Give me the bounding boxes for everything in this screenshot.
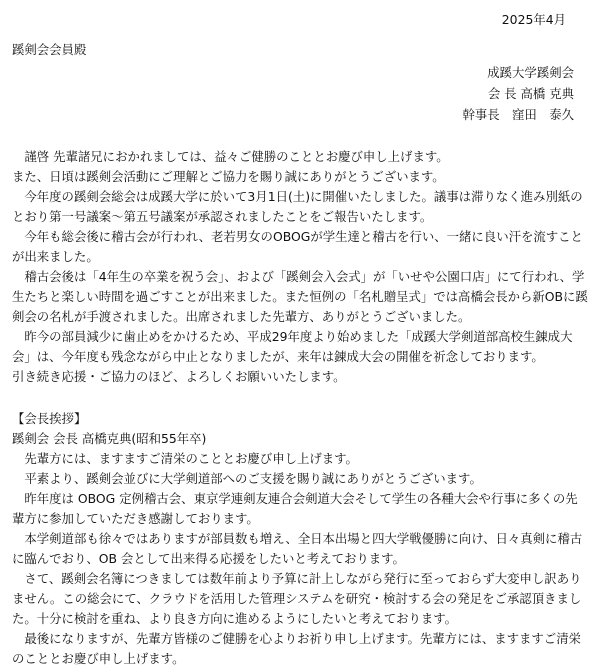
letter-paragraph: 今年度の蹊剣会総会は成蹊大学に於いて3月1日(土)に開催いたしました。議事は滞りなく進み別紙のとおり第一号議案～第五号議案が承認されましたことをご報告いたします。 [12,189,583,224]
letter-paragraph: 謹啓 先輩諸兄におかれましては、益々ご健勝のこととお慶び申し上げます。 [24,149,449,164]
letter-paragraph: 昨今の部員減少に歯止めをかけるため、平成29年度より始めました「成蹊大学剣道部高校生錬成大会」は、今年度も残念ながら中止となりましたが、来年は錬成大会の開催を祈念しております。 [12,329,573,364]
letter-paragraph: 引き続き応援・ご協力のほど、よろしくお願いいたします。 [12,369,346,384]
greeting-paragraph: さて、蹊剣会名簿につきましては数年前より予算に計上しながら発行に至っておらず大変申し訳ありません。この総会にて、クラウドを活用した管理システムを研究・検討する会の発足をご承認頂きました。十分に検討を重ね、より良き方向に進めるようにしたいと考えております。 [12,571,582,626]
sender-chair: 会 長 高橋 克典 [487,86,574,101]
sender-block [12,62,588,125]
chair-greeting-section [12,409,588,669]
letter-date: 2025年4月 [501,12,566,27]
greeting-paragraph: 昨年度は OBOG 定例稽古会、東京学連剣友連合会剣道大会そして学生の各種大会や行事に多くの先輩方に参加していただき感謝しております。 [12,491,578,526]
greeting-paragraph: 平素より、蹊剣会並びに大学剣道部へのご支援を賜り誠にありがとうございます。 [24,471,482,486]
section-gap [12,387,588,407]
letter-body [12,147,588,387]
section-heading: 【会長挨拶】 [12,411,87,426]
greeting-paragraph: 本学剣道部も徐々ではありますが部員数も増え、全日本出場と四大学戦優勝に向け、日々真剣に稽古に臨んでおり、OB 会として出来得る応援をしたいと考えております。 [12,531,583,566]
addressee: 蹊剣会会員殿 [12,42,87,57]
greeting-paragraph: 最後になりますが、先輩方皆様のご健勝を心よりお祈り申し上げます。先輩方には、ますますご清栄のこととお慶び申し上げます。 [12,631,581,666]
sender-secretary: 幹事長 窪田 泰久 [462,107,574,122]
letter-paragraph: 稽古会後は「4年生の卒業を祝う会」、および「蹊剣会入会式」が「いせや公園口店」にて行われ、学生たちと楽しい時間を過ごすことが出来ました。また恒例の「名札贈呈式」では高橋会長から新OBに蹊剣会の名札が手渡されました。出席されました先輩方、ありがとうございました。 [12,269,588,324]
greeting-paragraph: 先輩方には、ますますご清栄のこととお慶び申し上げます。 [24,451,358,466]
letter-paragraph: 今年も総会後に稽古会が行われ、老若男女のOBOGが学生達と稽古を行い、一緒に良い汗を流すことが出来ました。 [12,229,583,264]
greeting-byline: 蹊剣会 会長 高橋克典(昭和55年卒) [12,431,207,446]
letter-paragraph: また、日頃は蹊剣会活動にご理解とご協力を賜り誠にありがとうございます。 [12,169,445,184]
sender-org: 成蹊大学蹊剣会 [487,65,574,80]
